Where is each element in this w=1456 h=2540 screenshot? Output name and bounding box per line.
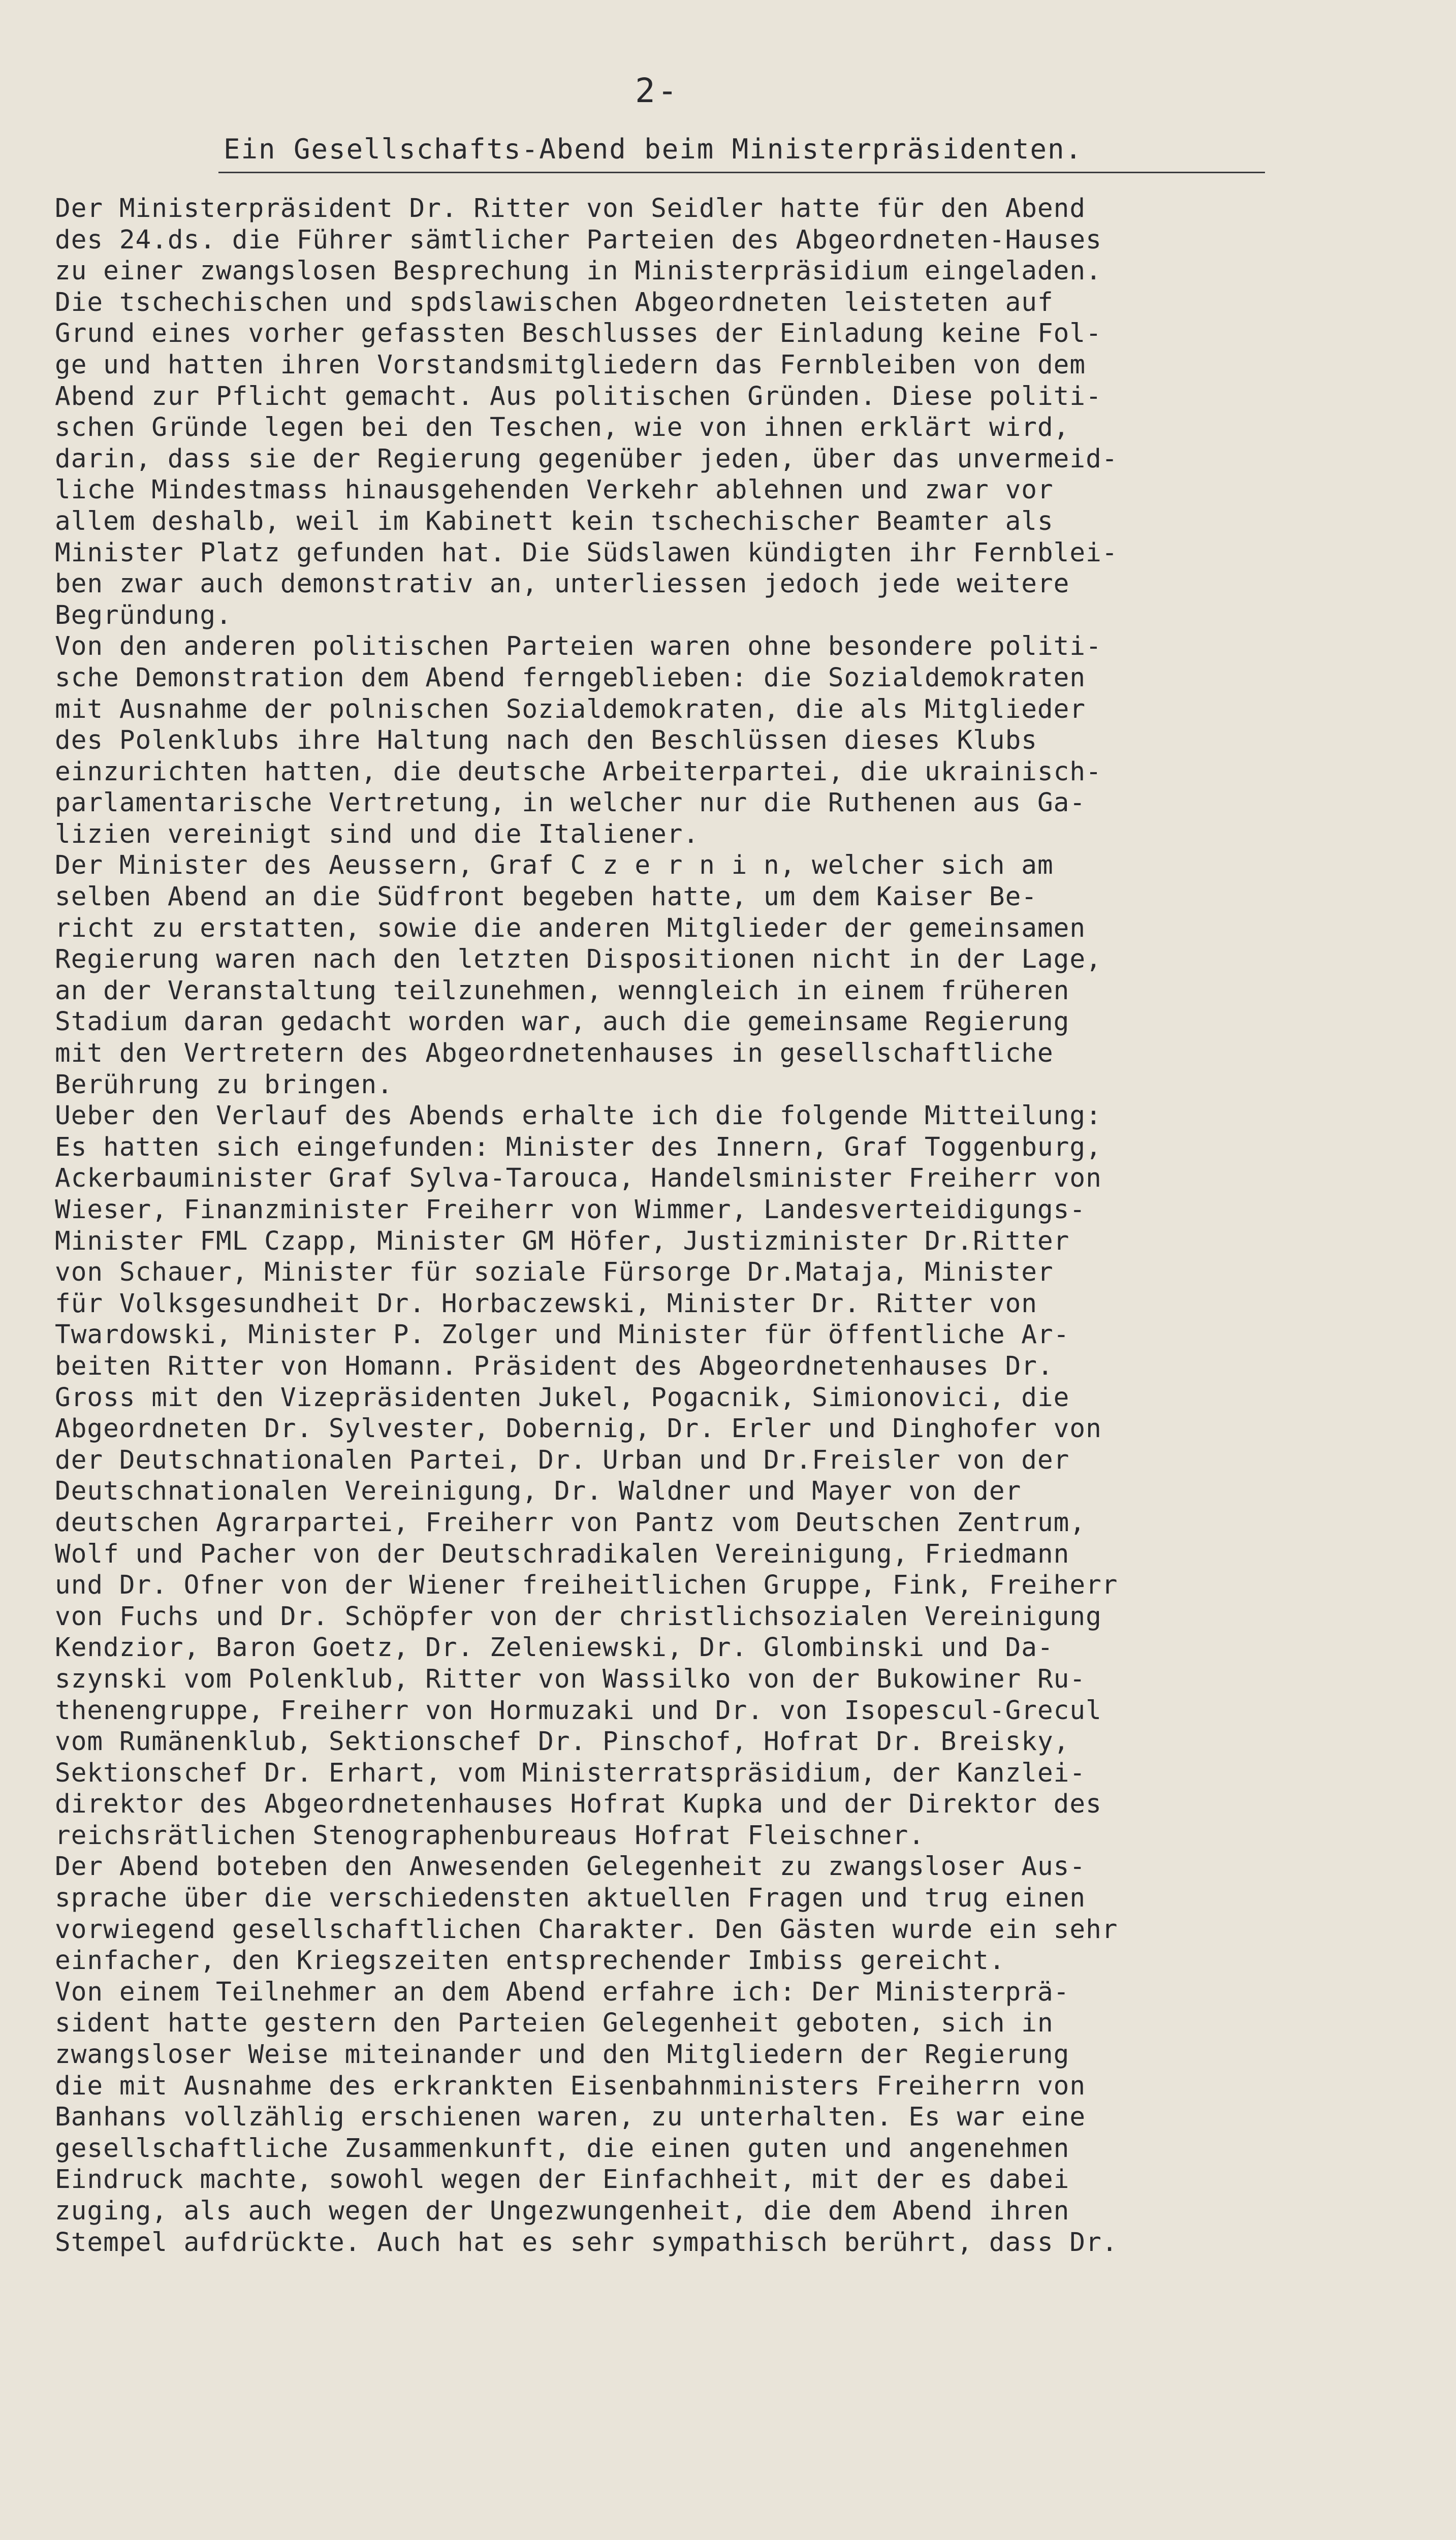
text-line: Die tschechischen und spdslawischen Abgeordneten leisteten auf (55, 287, 1054, 318)
text-line: Kendzior, Baron Goetz, Dr. Zeleniewski, Dr. Glombinski und Da- (55, 1633, 1054, 1663)
text-line: Von einem Teilnehmer an dem Abend erfahre ich: Der Ministerprä- (55, 1977, 1070, 2007)
text-line: Sektionschef Dr. Erhart, vom Ministerratspräsidium, der Kanzlei- (55, 1758, 1086, 1788)
text-line: vorwiegend gesellschaftlichen Charakter. Den Gästen wurde ein sehr (55, 1914, 1118, 1945)
text-line: an der Veranstaltung teilzunehmen, wenngleich in einem früheren (55, 975, 1070, 1006)
text-line: sche Demonstration dem Abend ferngeblieben: die Sozialdemokraten (55, 662, 1086, 693)
text-line: Begründung. (55, 600, 232, 630)
text-line: Der Minister des Aeussern, Graf C z e r n i n, welcher sich am (55, 850, 1054, 881)
title-underline (218, 172, 1265, 173)
text-line: von Schauer, Minister für soziale Fürsorge Dr.Mataja, Minister (55, 1257, 1054, 1288)
text-line: schen Gründe legen bei den Teschen, wie von ihnen erklärt wird, (55, 412, 1070, 443)
text-line: Stempel aufdrückte. Auch hat es sehr sympathisch berührt, dass Dr. (55, 2227, 1118, 2258)
text-line: Wieser, Finanzminister Freiherr von Wimmer, Landesverteidigungs- (55, 1195, 1086, 1225)
text-line: reichsrätlichen Stenographenbureaus Hofrat Fleischner. (55, 1820, 925, 1851)
text-line: szynski vom Polenklub, Ritter von Wassilko von der Bukowiner Ru- (55, 1664, 1086, 1694)
text-line: thenengruppe, Freiherr von Hormuzaki und Dr. von Isopescul-Grecul (55, 1695, 1102, 1726)
text-line: lizien vereinigt sind und die Italiener. (55, 819, 700, 849)
text-line: sident hatte gestern den Parteien Gelegenheit geboten, sich in (55, 2008, 1054, 2039)
text-line: Gross mit den Vizepräsidenten Jukel, Pogacnik, Simionovici, die (55, 1382, 1070, 1413)
text-line: Minister Platz gefunden hat. Die Südslawen kündigten ihr Fernblei- (55, 537, 1118, 568)
text-line: Eindruck machte, sowohl wegen der Einfachheit, mit der es dabei (55, 2165, 1070, 2195)
text-line: von Fuchs und Dr. Schöpfer von der christlichsozialen Vereinigung (55, 1601, 1102, 1632)
text-line: einzurichten hatten, die deutsche Arbeiterpartei, die ukrainisch- (55, 756, 1102, 787)
text-line: liche Mindestmass hinausgehenden Verkehr ablehnen und zwar vor (55, 475, 1054, 505)
text-line: Minister FML Czapp, Minister GM Höfer, Justizminister Dr.Ritter (55, 1226, 1070, 1256)
text-line: Abgeordneten Dr. Sylvester, Dobernig, Dr. Erler und Dinghofer von (55, 1414, 1102, 1444)
text-line: vom Rumänenklub, Sektionschef Dr. Pinschof, Hofrat Dr. Breisky, (55, 1727, 1070, 1757)
text-line: Es hatten sich eingefunden: Minister des Innern, Graf Toggenburg, (55, 1132, 1102, 1162)
text-line: die mit Ausnahme des erkrankten Eisenbahnministers Freiherrn von (55, 2071, 1086, 2101)
text-line: Der Abend boteben den Anwesenden Gelegenheit zu zwangsloser Aus- (55, 1852, 1086, 1882)
text-line: einfacher, den Kriegszeiten entsprechender Imbiss gereicht. (55, 1946, 1005, 1976)
text-line: zwangsloser Weise miteinander und den Mitgliedern der Regierung (55, 2040, 1070, 2070)
text-line: Banhans vollzählig erschienen waren, zu unterhalten. Es war eine (55, 2102, 1086, 2133)
text-line: für Volksgesundheit Dr. Horbaczewski, Minister Dr. Ritter von (55, 1288, 1037, 1319)
text-line: des Polenklubs ihre Haltung nach den Beschlüssen dieses Klubs (55, 725, 1037, 756)
text-line: beiten Ritter von Homann. Präsident des Abgeordnetenhauses Dr. (55, 1351, 1054, 1381)
text-line: sprache über die verschiedensten aktuellen Fragen und trug einen (55, 1883, 1086, 1914)
text-line: Der Ministerpräsident Dr. Ritter von Seidler hatte für den Abend (55, 194, 1086, 224)
text-line: deutschen Agrarpartei, Freiherr von Pantz vom Deutschen Zentrum, (55, 1507, 1086, 1538)
text-line: Twardowski, Minister P. Zolger und Minister für öffentliche Ar- (55, 1320, 1070, 1350)
text-line: Berührung zu bringen. (55, 1069, 393, 1100)
text-line: des 24.ds. die Führer sämtlicher Parteien des Abgeordneten-Hauses (55, 225, 1102, 255)
text-line: Von den anderen politischen Parteien waren ohne besondere politi- (55, 631, 1102, 662)
text-line: allem deshalb, weil im Kabinett kein tschechischer Beamter als (55, 506, 1054, 536)
text-line: zu einer zwangslosen Besprechung in Ministerpräsidium eingeladen. (55, 256, 1102, 287)
text-line: darin, dass sie der Regierung gegenüber jeden, über das unvermeid- (55, 443, 1118, 474)
page-title: Ein Gesellschafts-Abend beim Ministerpräsidenten. (224, 133, 1083, 165)
text-line: mit den Vertretern des Abgeordnetenhauses in gesellschaftliche (55, 1038, 1054, 1069)
text-line: gesellschaftliche Zusammenkunft, die einen guten und angenehmen (55, 2133, 1070, 2164)
text-line: zuging, als auch wegen der Ungezwungenheit, die dem Abend ihren (55, 2196, 1070, 2226)
text-line: Wolf und Pacher von der Deutschradikalen Vereinigung, Friedmann (55, 1539, 1070, 1569)
body-text (55, 193, 1427, 2258)
text-line: und Dr. Ofner von der Wiener freiheitlichen Gruppe, Fink, Freiherr (55, 1570, 1118, 1601)
text-line: parlamentarische Vertretung, in welcher nur die Ruthenen aus Ga- (55, 788, 1086, 818)
text-line: Ueber den Verlauf des Abends erhalte ich die folgende Mitteilung: (55, 1101, 1102, 1131)
text-line: ge und hatten ihren Vorstandsmitgliedern das Fernbleiben von dem (55, 350, 1086, 380)
page-number: 2- (635, 71, 680, 110)
text-line: der Deutschnationalen Partei, Dr. Urban und Dr.Freisler von der (55, 1445, 1070, 1475)
text-line: direktor des Abgeordnetenhauses Hofrat Kupka und der Direktor des (55, 1789, 1102, 1820)
text-line: ben zwar auch demonstrativ an, unterliessen jedoch jede weitere (55, 569, 1070, 599)
text-line: richt zu erstatten, sowie die anderen Mitglieder der gemeinsamen (55, 913, 1086, 943)
text-line: Regierung waren nach den letzten Dispositionen nicht in der Lage, (55, 944, 1102, 975)
text-line: Ackerbauminister Graf Sylva-Tarouca, Handelsminister Freiherr von (55, 1163, 1102, 1194)
text-line: selben Abend an die Südfront begeben hatte, um dem Kaiser Be- (55, 882, 1037, 912)
text-line: Grund eines vorher gefassten Beschlusses der Einladung keine Fol- (55, 319, 1102, 349)
text-line: Stadium daran gedacht worden war, auch die gemeinsame Regierung (55, 1007, 1070, 1037)
text-line: Abend zur Pflicht gemacht. Aus politischen Gründen. Diese politi- (55, 381, 1102, 411)
text-line: Deutschnationalen Vereinigung, Dr. Waldner und Mayer von der (55, 1476, 1022, 1507)
text-line: mit Ausnahme der polnischen Sozialdemokraten, die als Mitglieder (55, 694, 1086, 724)
